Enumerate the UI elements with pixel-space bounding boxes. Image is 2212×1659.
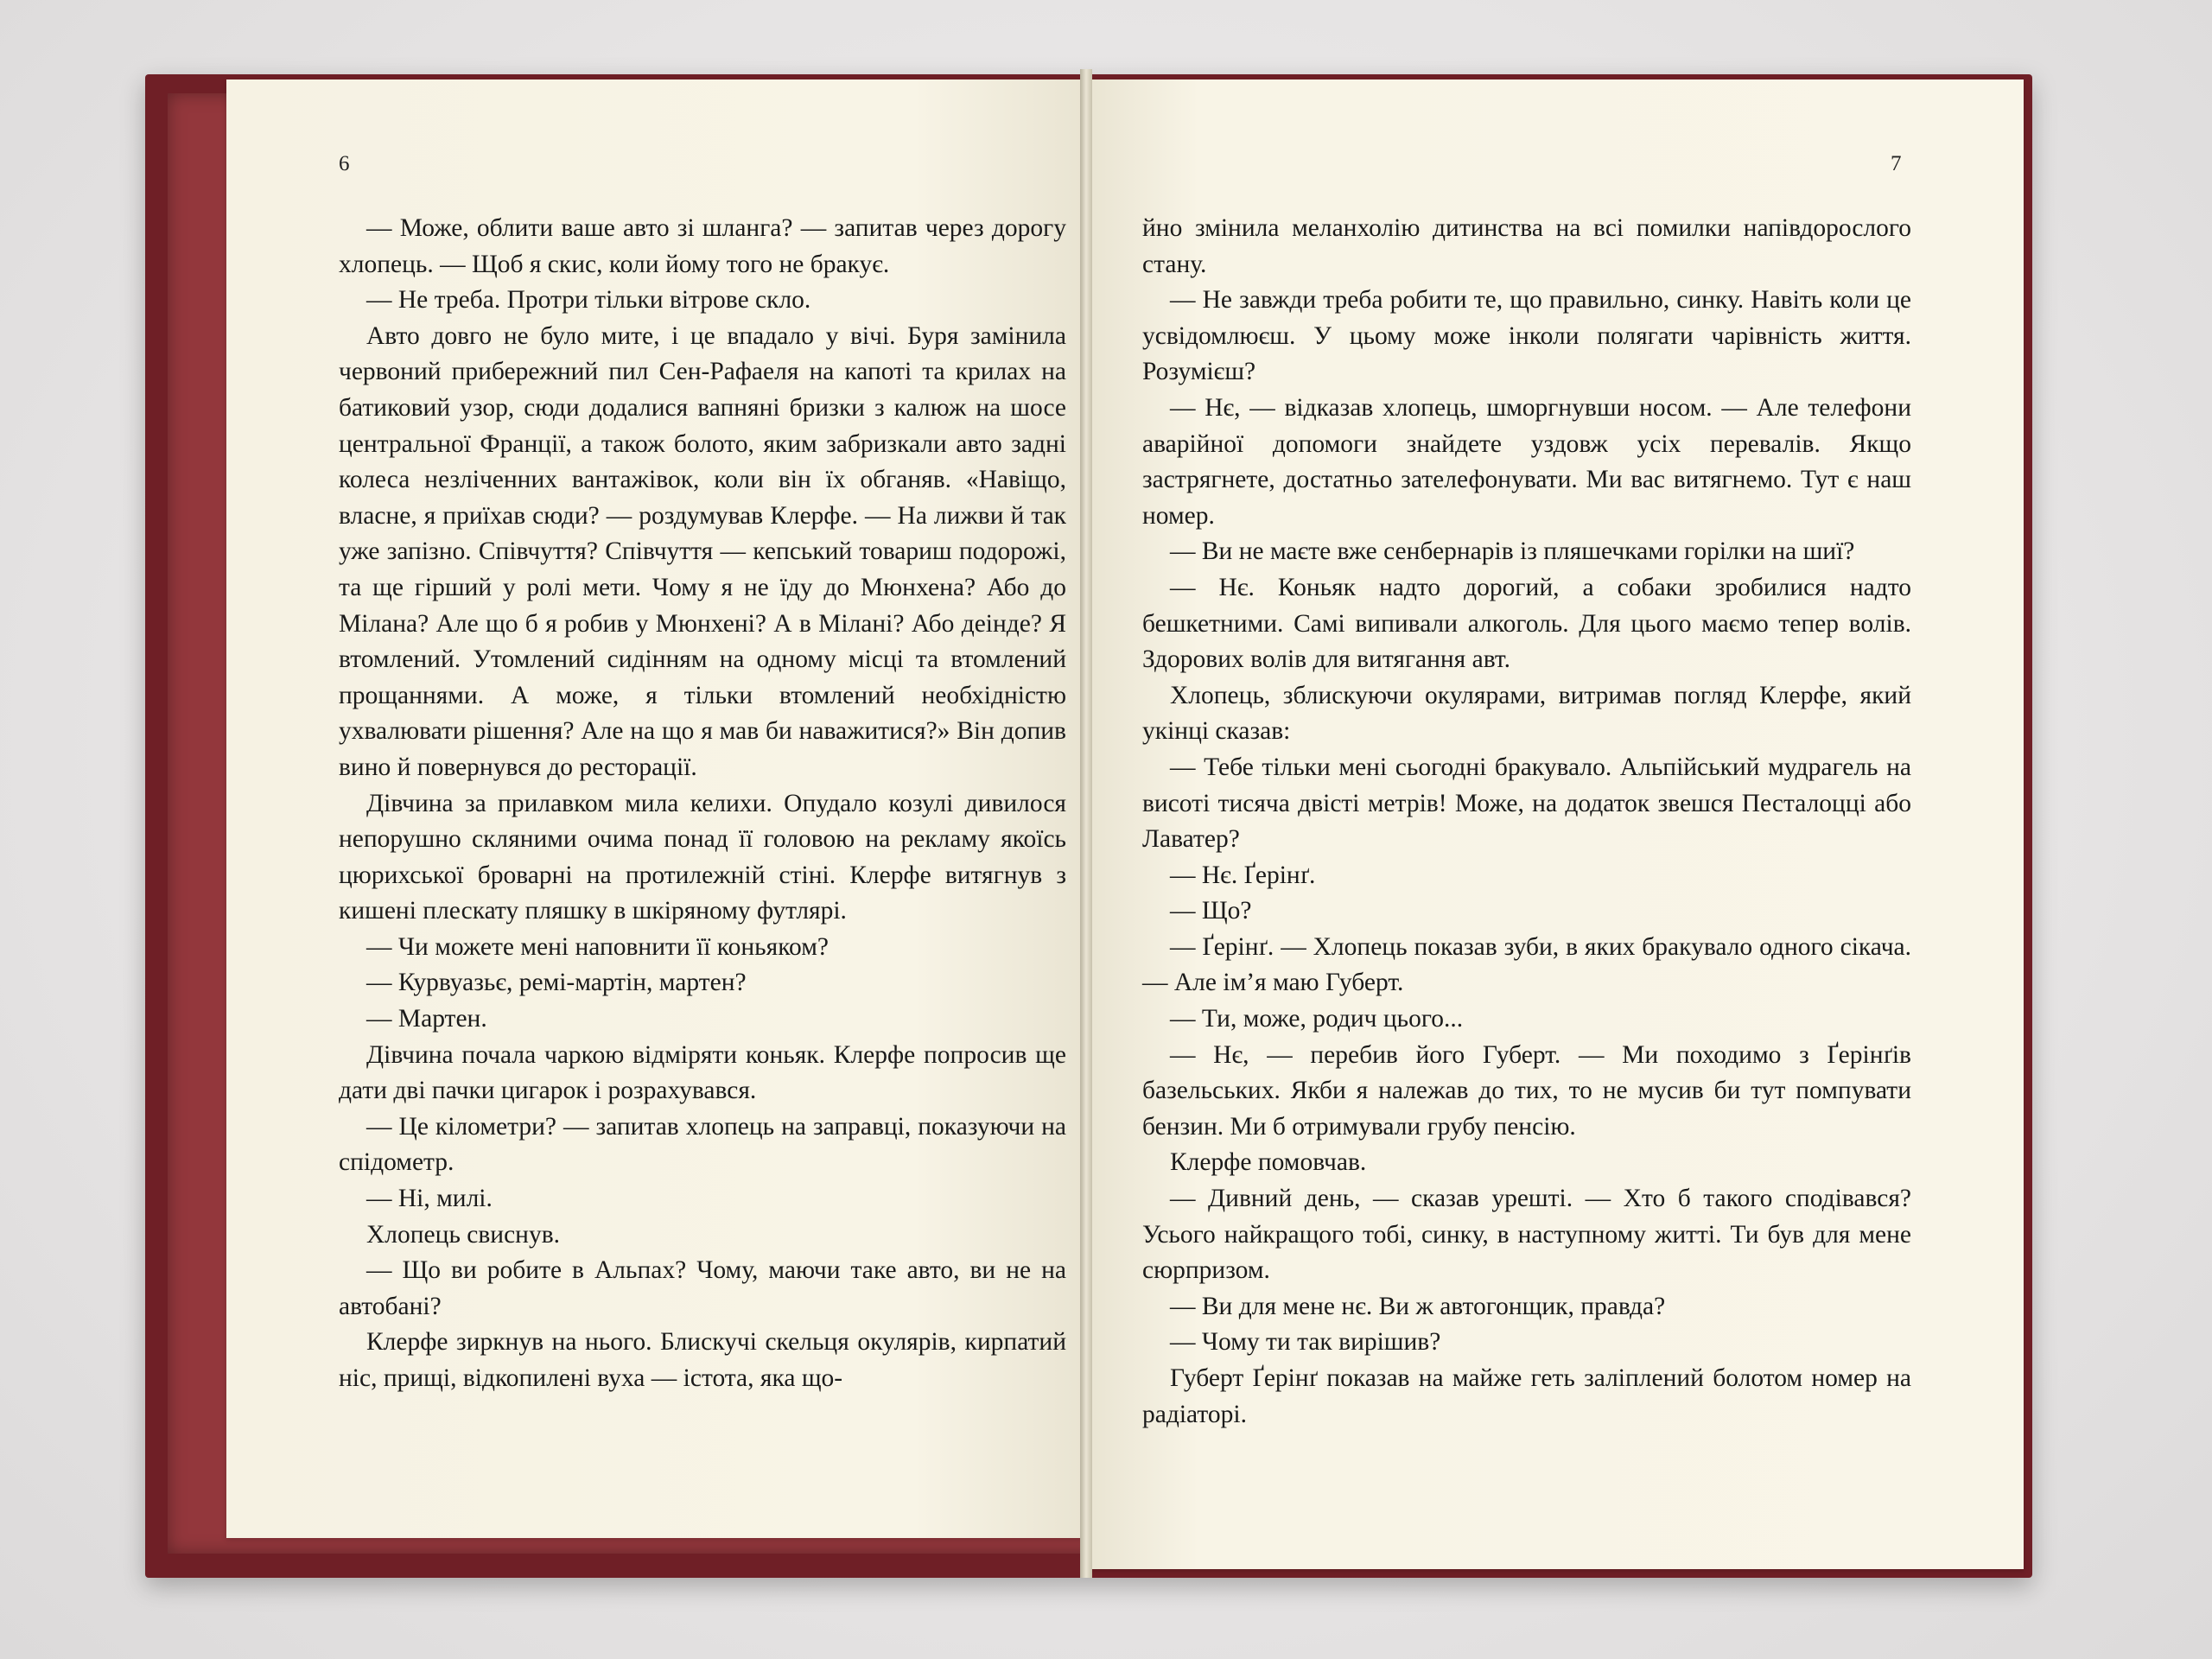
paragraph: — Це кілометри? — запитав хлопець на заправці, показуючи на спідометр. — [339, 1112, 1066, 1177]
paragraph: — Нє. Ґерінґ. — [1170, 861, 1316, 889]
paragraph: Авто довго не було мите, і це впадало у вічі. Буря замінила червоний прибережний пил Сен-Рафаеля на капоті та крилах на батиковий узор, сюди додалися вапняні бризки з калюж на шосе центральної Франції, а також болото, яким забризкали авто задні колеса незліченних вантажівок, коли він їх обганяв. «Навіщо, власне, я приїхав сюди? — роздумував Клерфе. — На лижви й так уже запізно. Співчуття? Співчуття — кепський товариш подорожі, та ще гірший у ролі мети. Чому я не їду до Мюнхена? Або до Мілана? Але що б я робив у Мюнхені? А в Мілані? Або деінде? Я втомлений. Утомлений сидінням на одному місці та втомлений прощаннями. А може, я тільки втомлений необхідністю ухвалювати рішення? Але на що я мав би наважитися?» Він допив вино й повернувся до ресторації. — [339, 321, 1066, 781]
paragraph: — Курвуазьє, ремі-мартін, мартен? — [366, 969, 747, 997]
paragraph: Губерт Ґерінґ показав на майже геть заліплений болотом номер на радіаторі. — [1142, 1364, 1911, 1428]
paragraph: — Чи можете мені наповнити її коньяком? — [366, 932, 829, 961]
page-number-left: 6 — [339, 152, 350, 175]
page-number-right: 7 — [1891, 152, 1902, 175]
paragraph-continuation: йно змінила меланхолію дитинства на всі помилки напівдорослого стану. — [1142, 214, 1911, 278]
paragraph: — Ви не маєте вже сенбернарів із пляшечками горілки на шиї? — [1170, 537, 1855, 566]
paragraph: — Ви для мене нє. Ви ж автогонщик, правда? — [1170, 1292, 1666, 1320]
paragraph: — Чому ти так вирішив? — [1170, 1328, 1441, 1357]
paragraph: — Що ви робите в Альпах? Чому, маючи таке авто, ви не на автобані? — [339, 1256, 1066, 1320]
paragraph: Дівчина за прилавком мила келихи. Опудало козулі дивилося непорушно скляними очима понад її головою на рекламу якоїсь цюрихської броварні на протилежній стіні. Клерфе витягнув з кишені плескату пляшку в шкіряному футлярі. — [339, 789, 1066, 925]
paragraph: — Дивний день, — сказав урешті. — Хто б такого сподівався? Усього найкращого тобі, синку, в наступному житті. Ти був для мене сюрпризом. — [1142, 1185, 1911, 1285]
paragraph: — Ти, може, родич цього... — [1170, 1005, 1464, 1033]
paragraph: — Що? — [1170, 897, 1252, 925]
left-page — [226, 79, 1084, 1538]
paragraph: — Мартен. — [366, 1005, 487, 1033]
paragraph: — Нє, — перебив його Губерт. — Ми походимо з Ґерінґів базельських. Якби я належав до тих, то не мусив би тут помпувати бензин. Ми б отримували грубу пенсію. — [1142, 1040, 1911, 1141]
right-page-text — [1142, 211, 1911, 1433]
paragraph: Хлопець, зблискуючи окулярами, витримав погляд Клерфе, який укінці сказав: — [1142, 681, 1911, 746]
paragraph: — Нє, — відказав хлопець, шморгнувши носом. — Але телефони аварійної допомоги знайдете уздовж усіх перевалів. Якщо застрягнете, достатньо зателефонувати. Ми вас витягнемо. Тут є наш номер. — [1142, 393, 1911, 530]
paragraph: — Ґерінґ. — Хлопець показав зуби, в яких бракувало одного сікача. — Але ім’я маю Губерт. — [1142, 932, 1911, 997]
paragraph: — Не треба. Протри тільки вітрове скло. — [366, 286, 811, 315]
paragraph: Дівчина почала чаркою відміряти коньяк. Клерфе попросив ще дати дві пачки цигарок і розрахувався. — [339, 1040, 1066, 1105]
right-page — [1087, 79, 2024, 1569]
left-page-text — [339, 211, 1066, 1397]
book-gutter — [1080, 69, 1092, 1578]
paragraph: — Ні, милі. — [366, 1185, 493, 1213]
paragraph: Хлопець свиснув. — [366, 1220, 561, 1249]
paragraph: — Тебе тільки мені сьогодні бракувало. Альпійський мудрагель на висоті тисяча двісті метрів! Може, на додаток звешся Песталоцці або Лаватер? — [1142, 753, 1911, 854]
paragraph: — Може, облити ваше авто зі шланга? — запитав через дорогу хлопець. — Щоб я скис, коли йому того не бракує. — [339, 214, 1066, 278]
paragraph: Клерфе помовчав. — [1170, 1148, 1367, 1177]
paragraph: Клерфе зиркнув на нього. Блискучі скельця окулярів, кирпатий ніс, прищі, відкопилені вуха — істота, яка що- — [339, 1328, 1066, 1392]
paragraph: — Не завжди треба робити те, що правильно, синку. Навіть коли це усвідомлюєш. У цьому може інколи полягати чарівність життя. Розумієш? — [1142, 286, 1911, 386]
paragraph: — Нє. Коньяк надто дорогий, а собаки зробилися надто бешкетними. Самі випивали алкоголь. Для цього маємо тепер волів. Здорових волів для витягання авт. — [1142, 573, 1911, 674]
